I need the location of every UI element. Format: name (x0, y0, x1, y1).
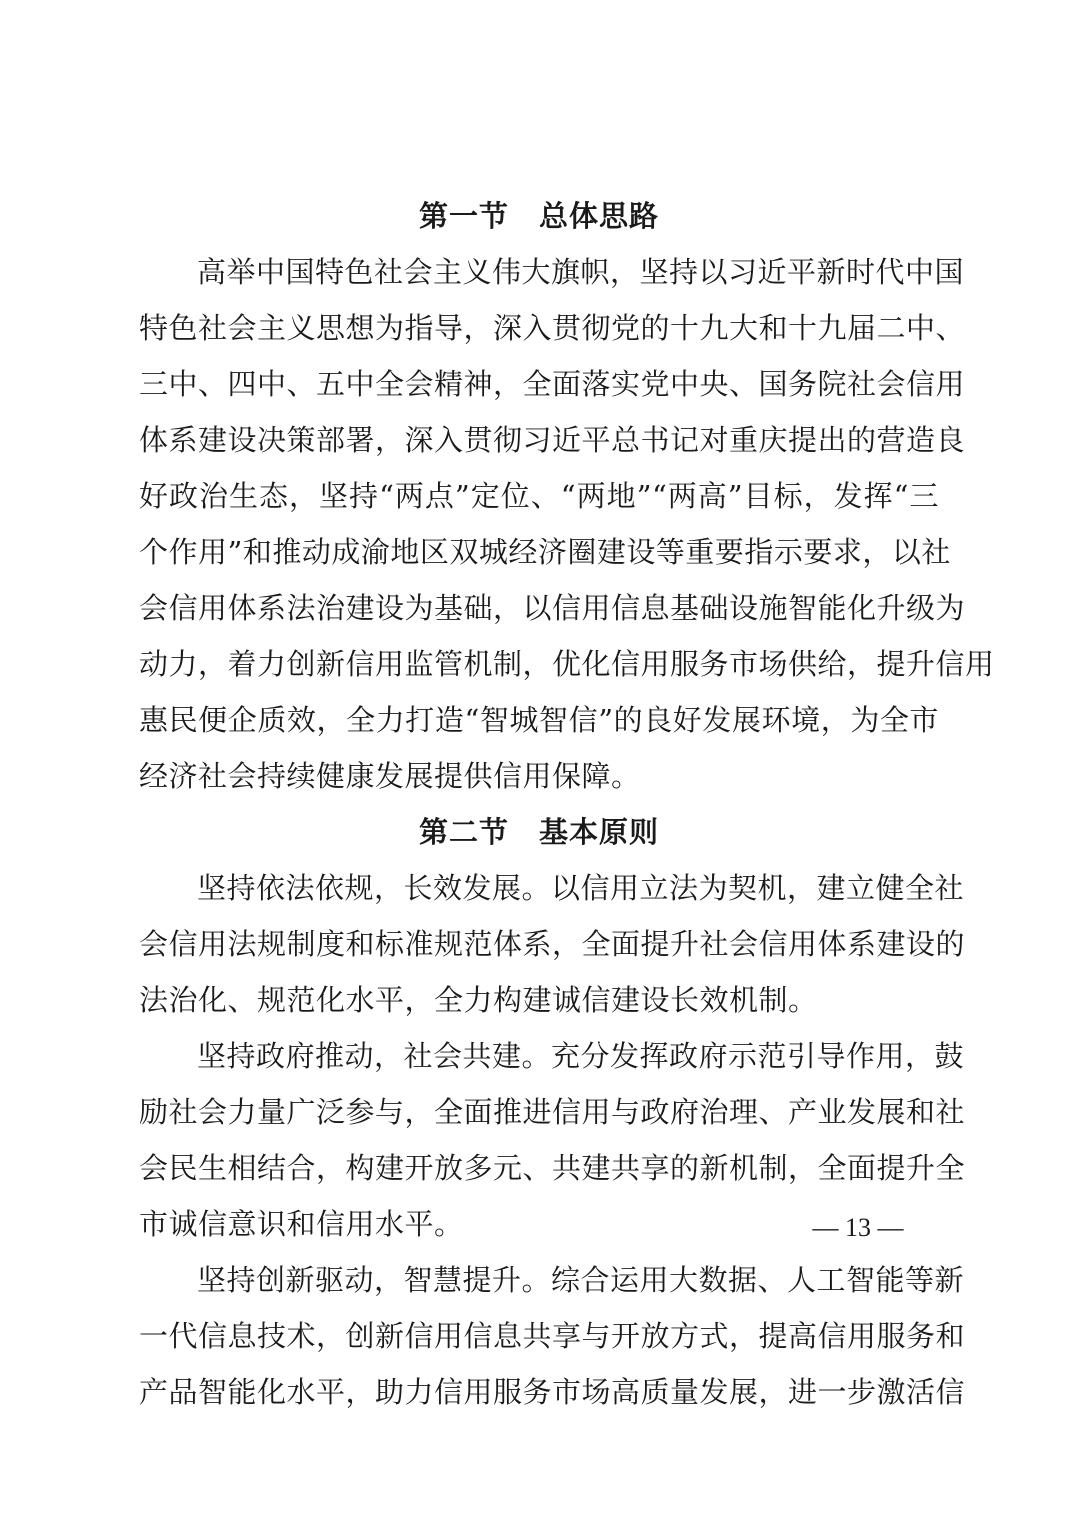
paragraph-line: 坚持依法依规，长效发展。以信用立法为契机，建立健全社 (197, 871, 965, 905)
page-number: — 13 — (812, 1213, 904, 1242)
paragraph-rule-of-law (139, 860, 966, 1028)
paragraph-line: 好政治生态，坚持“两点”定位、“两地”“两高”目标，发挥“三 (139, 479, 939, 513)
paragraph-line: 坚持政府推动，社会共建。充分发挥政府示范引导作用，鼓 (197, 1039, 965, 1073)
paragraph-line: 个作用”和推动成渝地区双城经济圈建设等重要指示要求，以社 (139, 535, 951, 569)
paragraph-line: 市诚信意识和信用水平。 (139, 1207, 464, 1241)
paragraph-line: 经济社会持续健康发展提供信用保障。 (139, 759, 641, 793)
section-title-basic-principles: 第二节 基本原则 (418, 815, 659, 849)
paragraph-line: 会信用法规制度和标准规范体系，全面提升社会信用体系建设的 (139, 927, 966, 961)
paragraph-line: 坚持创新驱动，智慧提升。综合运用大数据、人工智能等新 (197, 1263, 965, 1297)
paragraph-line: 动力，着力创新信用监管机制，优化信用服务市场供给，提升信用 (139, 647, 995, 681)
paragraph-overall-approach (139, 244, 995, 804)
paragraph-line: 产品智能化水平，助力信用服务市场高质量发展，进一步激活信 (139, 1375, 966, 1409)
paragraph-line: 体系建设决策部署，深入贯彻习近平总书记对重庆提出的营造良 (139, 423, 966, 457)
paragraph-line: 会信用体系法治建设为基础，以信用信息基础设施智能化升级为 (139, 591, 966, 625)
paragraph-line: 法治化、规范化水平，全力构建诚信建设长效机制。 (139, 983, 818, 1017)
paragraph-line: 三中、四中、五中全会精神，全面落实党中央、国务院社会信用 (139, 367, 966, 401)
paragraph-line: 高举中国特色社会主义伟大旗帜，坚持以习近平新时代中国 (197, 255, 965, 289)
paragraph-line: 会民生相结合，构建开放多元、共建共享的新机制，全面提升全 (139, 1151, 966, 1185)
paragraph-line: 一代信息技术，创新信用信息共享与开放方式，提高信用服务和 (139, 1319, 966, 1353)
paragraph-line: 励社会力量广泛参与，全面推进信用与政府治理、产业发展和社 (139, 1095, 966, 1129)
paragraph-line: 惠民便企质效，全力打造“智城智信”的良好发展环境，为全市 (139, 703, 939, 737)
paragraph-line: 特色社会主义思想为指导，深入贯彻党的十九大和十九届二中、 (139, 311, 966, 345)
paragraph-innovation-driven (139, 1252, 966, 1420)
section-title-overall-approach: 第一节 总体思路 (418, 199, 659, 233)
